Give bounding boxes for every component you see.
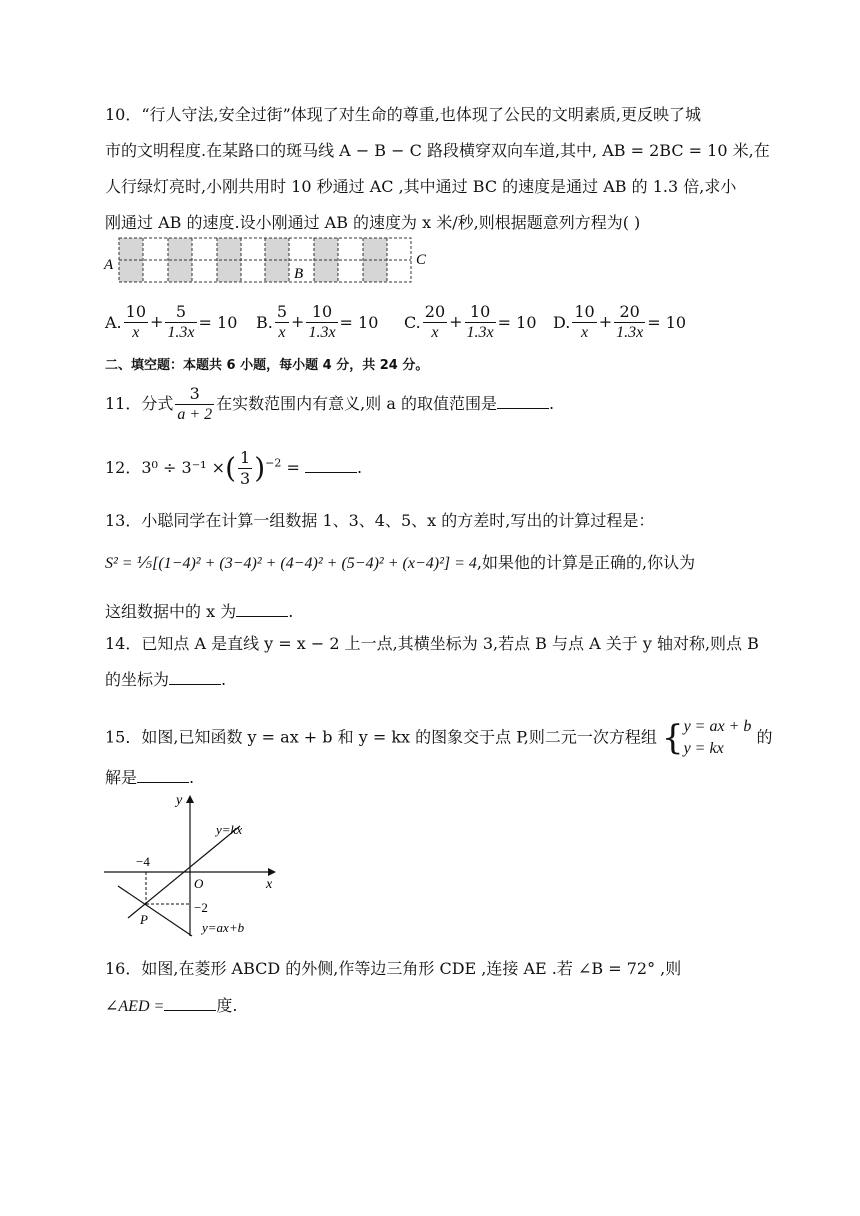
q13-line-1: 13．小聪同学在计算一组数据 1、3、4、5、x 的方差时,写出的计算过程是：: [105, 511, 655, 530]
q12: 12．3⁰ ÷ 3⁻¹ ×( $\frac{1}{3}$ )$^{-2}$ = .: [105, 448, 363, 488]
q14-line-2: 的坐标为 .: [105, 670, 227, 689]
x-axis-label: x: [266, 877, 273, 892]
system-eq-1: y = ax + b: [683, 718, 752, 735]
q13-line-3: 这组数据中的 x 为 .: [105, 602, 294, 621]
line-axb-label: y=ax+b: [202, 920, 245, 935]
point-p-label: P: [140, 912, 148, 927]
system-eq-2: y = kx: [683, 740, 724, 757]
q13-line-2: S² = ⅕[(1−4)² + (3−4)² + (4−4)² + (5−4)² + (x−4)²] = 4,如果他的计算是正确的,你认为: [105, 553, 696, 572]
q10-line-2: 市的文明程度.在某路口的斑马线 A − B − C 路段横穿双向车道,其中, AB = 2BC = 10 米,在: [105, 141, 770, 160]
q13-answer-blank[interactable]: [236, 600, 288, 617]
q14-answer-blank[interactable]: [169, 668, 221, 685]
tick-neg4: −4: [136, 854, 150, 869]
option-b[interactable]: B. $\frac{5}{x}$ + $\frac{10}{1.3x}$ = 10: [256, 302, 379, 341]
variance-formula: S² = ⅕[(1−4)² + (3−4)² + (4−4)² + (5−4)² + (x−4)²] = 4: [105, 555, 477, 572]
q15-line-1: 15．如图,已知函数 y = ax + b 和 y = kx 的图象交于点 P,则二元一次方程组 { y = ax + b y = kx 的: [105, 718, 773, 758]
label-c: C: [416, 252, 427, 268]
q10-line-3: 人行绿灯亮时,小刚共用时 10 秒通过 AC ,其中通过 BC 的速度是通过 AB 的 1.3 倍,求小: [105, 177, 737, 196]
q16-answer-blank[interactable]: [164, 994, 216, 1011]
q14-line-1: 14．已知点 A 是直线 y = x − 2 上一点,其横坐标为 3,若点 B 与点 A 关于 y 轴对称,则点 B: [105, 634, 759, 653]
q16-line-2: ∠AED = 度.: [105, 996, 238, 1015]
option-d[interactable]: D. $\frac{10}{x}$ + $\frac{20}{1.3x}$ = 10: [553, 302, 687, 341]
q15-answer-blank[interactable]: [137, 766, 189, 783]
label-b: B: [294, 266, 304, 282]
function-graph: [100, 790, 290, 940]
line-kx-label: y=kx: [216, 822, 243, 837]
q10-line-4: 刚通过 AB 的速度.设小刚通过 AB 的速度为 x 米/秒,则根据题意列方程为( ): [105, 213, 641, 232]
label-a: A: [104, 257, 114, 273]
q16-line-1: 16．如图,在菱形 ABCD 的外侧,作等边三角形 CDE ,连接 AE .若 ∠B = 72° ,则: [105, 959, 682, 978]
crosswalk-figure: [100, 236, 440, 288]
q15-line-2: 解是 .: [105, 768, 195, 787]
y-axis-label: y: [176, 793, 183, 808]
option-a[interactable]: A. $\frac{10}{x}$ + $\frac{5}{1.3x}$ = 10: [105, 302, 238, 341]
q10-line-1: 10．“行人守法,安全过街”体现了对生命的尊重,也体现了公民的文明素质,更反映了城: [105, 105, 701, 124]
origin-label: O: [194, 876, 204, 891]
section-heading: 二、填空题：本题共 6 小题，每小题 4 分，共 24 分。: [105, 358, 429, 373]
option-c[interactable]: C. $\frac{20}{x}$ + $\frac{10}{1.3x}$ = 10: [404, 302, 537, 341]
q11: 11．分式 $\frac{3}{a + 2}$ 在实数范围内有意义,则 a 的取值范围是 .: [105, 384, 555, 423]
q12-answer-blank[interactable]: [305, 456, 357, 473]
tick-neg2: −2: [194, 900, 208, 915]
q11-answer-blank[interactable]: [497, 392, 549, 409]
